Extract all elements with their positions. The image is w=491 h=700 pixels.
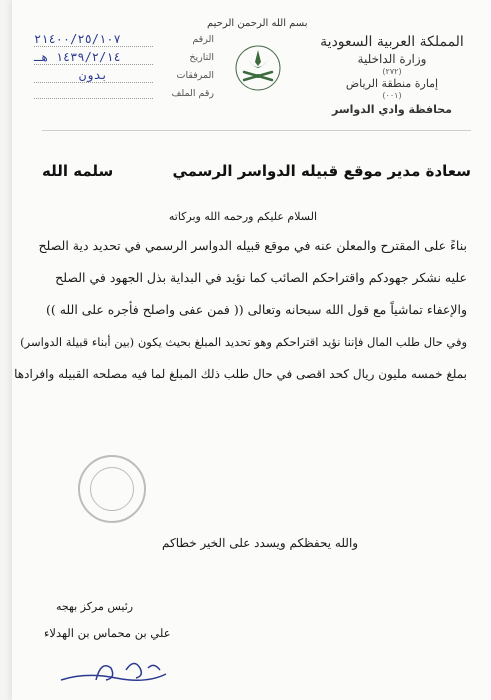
number-row xyxy=(34,30,214,48)
header-divider xyxy=(42,130,471,131)
number-value: ٢١٤٠٠/٢٥/١٠٧ xyxy=(34,32,153,47)
emirate-name: إمارة منطقة الرياض xyxy=(345,77,439,90)
recipient-title: سعادة مدير موقع قبيله الدواسر الرسمي xyxy=(172,162,471,180)
signatory-title: رئيس مركز بهجه xyxy=(56,600,134,613)
closing-line: والله يحفظكم ويسدد على الخير خطاكم xyxy=(162,536,359,550)
saudi-emblem-icon xyxy=(234,44,282,92)
stamp-inner-ring xyxy=(90,467,134,511)
attachments-label: المرفقات xyxy=(176,69,214,81)
file-row xyxy=(34,84,214,102)
body-line: والإعفاء تماشياً مع قول الله سبحانه وتعالى (( فمن عفى واصلح فأجره على الله )) xyxy=(45,302,467,317)
file-value-line xyxy=(34,88,153,99)
ministry-name: وزارة الداخلية xyxy=(357,52,427,66)
file-label: رقم الملف xyxy=(171,87,214,99)
greeting: السلام عليكم ورحمه الله وبركاته xyxy=(168,210,317,223)
body-line: وفي حال طلب المال فإننا نؤيد اقتراحكم وهو تحديد المبلغ بحيث يكون (بين أبناء قبيلة الدواسر) xyxy=(20,335,467,349)
reference-block xyxy=(34,30,214,102)
date-value: ١٤٣٩/٢/١٤ هـ xyxy=(34,50,153,65)
emirate-code: (٠٠١) xyxy=(382,91,402,100)
country-name: المملكة العربية السعودية xyxy=(320,34,464,50)
ministry-code: (٢٧٢) xyxy=(382,67,402,76)
body-line: بناءً على المقترح والمعلن عنه في موقع قبيله الدواسر الرسمي في تحديد دية الصلح xyxy=(38,238,467,253)
basmala: بسم الله الرحمن الرحيم xyxy=(207,18,308,29)
governorate-name: محافظة وادي الدواسر xyxy=(332,103,452,116)
recipient-line xyxy=(42,162,471,180)
letter-page xyxy=(12,0,491,700)
date-label: التاريخ xyxy=(189,51,214,63)
attachments-row xyxy=(34,66,214,84)
ministry-header xyxy=(317,34,467,116)
body-line: بملغ خمسه مليون ريال كحد اقصى في حال طلب ذلك المبلغ لما فيه مصلحه القبيله وافرادها xyxy=(14,367,467,381)
letter-body xyxy=(14,210,467,397)
signatory-name: علي بن محماس بن الهدلاء xyxy=(44,626,171,640)
body-line: عليه نشكر جهودكم واقتراحكم الصائب كما نؤيد في البداية بذل الجهود في الصلح xyxy=(55,270,467,285)
number-label: الرقم xyxy=(192,33,214,45)
official-stamp xyxy=(78,455,146,523)
handwritten-signature xyxy=(56,650,176,690)
attachments-value: بدون xyxy=(34,68,153,83)
recipient-honorific: سلمه الله xyxy=(42,162,114,180)
date-row xyxy=(34,48,214,66)
